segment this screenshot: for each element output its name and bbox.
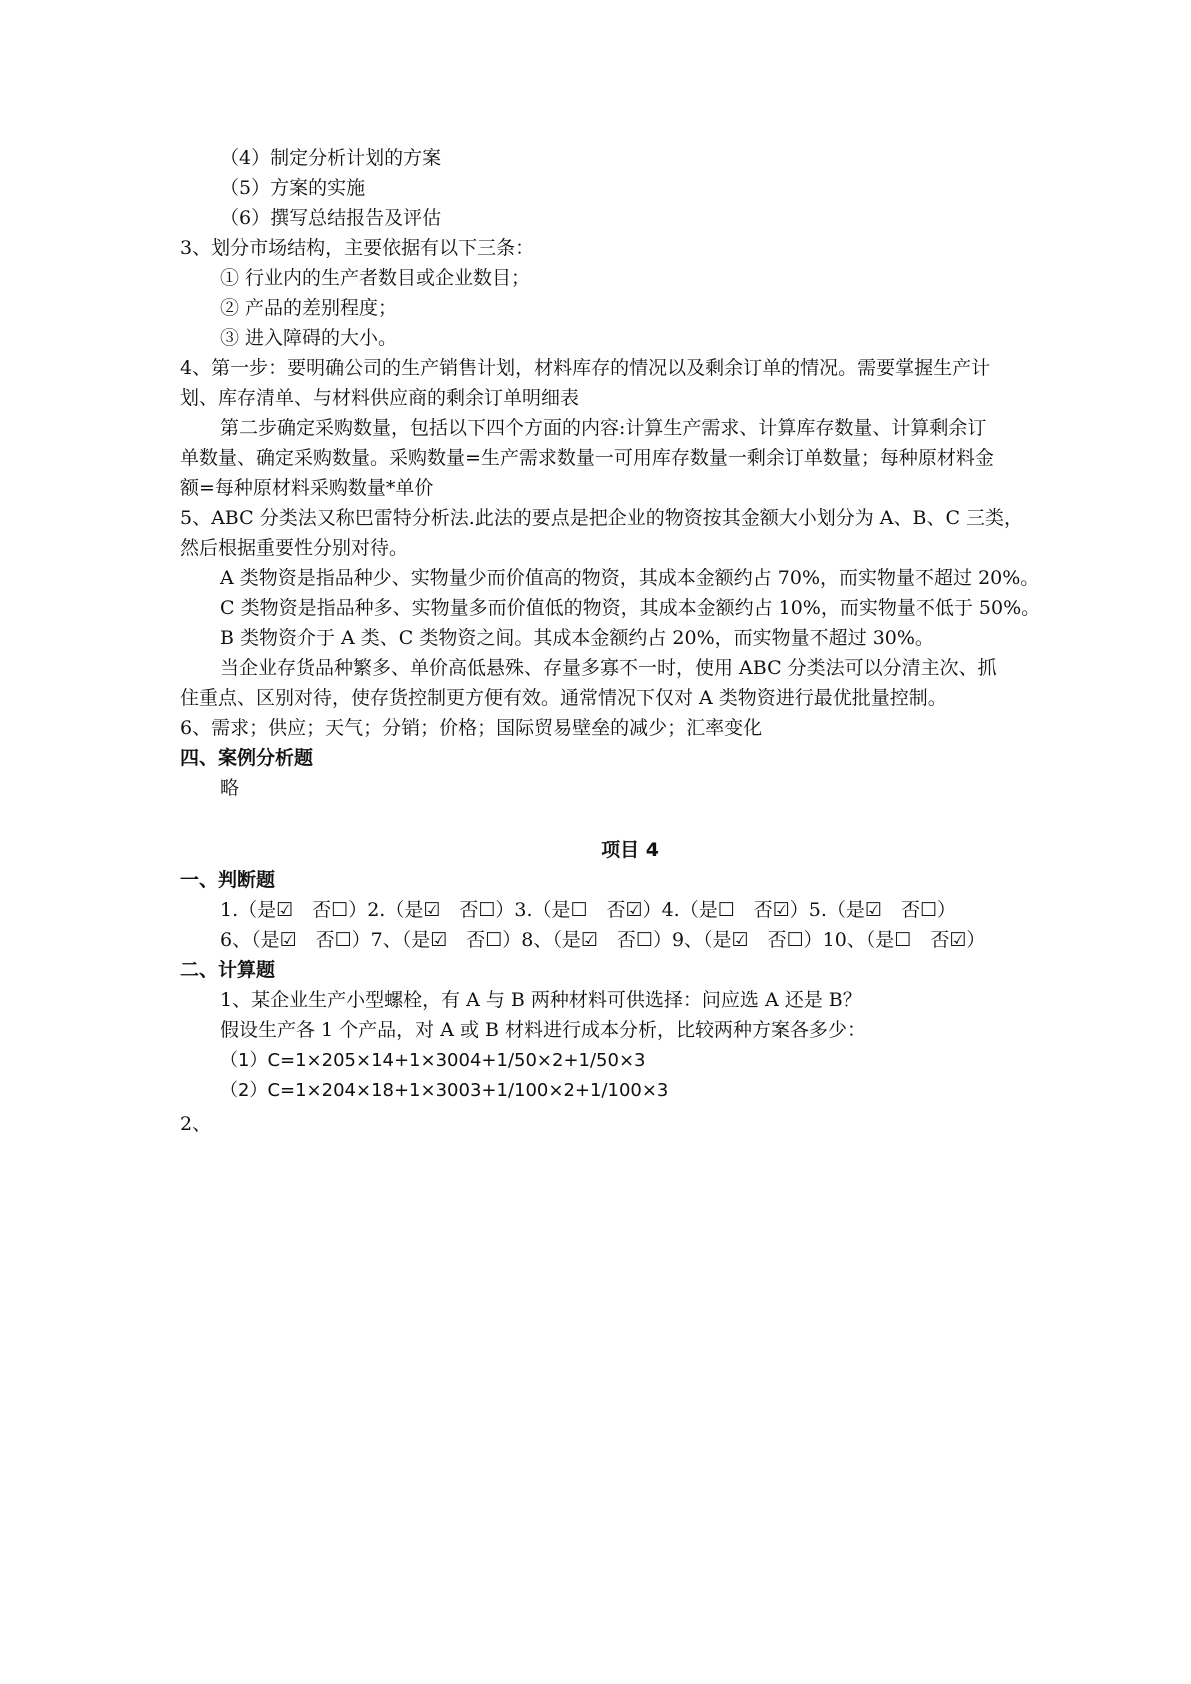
text-line: （6）撰写总结报告及评估	[220, 207, 442, 229]
text-line: 5、ABC 分类法又称巴雷特分析法.此法的要点是把企业的物资按其金额大小划分为 A、B、C 三类，	[180, 507, 1024, 529]
text-line: 住重点、区别对待，使存货控制更方便有效。通常情况下仅对 A 类物资进行最优批量控制。	[180, 687, 947, 709]
text-line: 划、库存清单、与材料供应商的剩余订单明细表	[180, 387, 580, 409]
section-heading: 四、案例分析题	[180, 747, 314, 769]
text-line: （4）制定分析计划的方案	[220, 147, 442, 169]
text-line: 假设生产各 1 个产品，对 A 或 B 材料进行成本分析，比较两种方案各多少：	[220, 1019, 867, 1041]
text-line: 单数量、确定采购数量。采购数量=生产需求数量一可用库存数量一剩余订单数量；每种原材料金	[180, 447, 994, 469]
text-line: 额=每种原材料采购数量*单价	[180, 477, 434, 499]
text-line: C 类物资是指品种多、实物量多而价值低的物资，其成本金额约占 10%，而实物量不低于 50%。	[220, 597, 1041, 619]
text-line: 2、	[180, 1113, 212, 1135]
text-line: B 类物资介于 A 类、C 类物资之间。其成本金额约占 20%，而实物量不超过 30%。	[220, 627, 934, 649]
text-line: A 类物资是指品种少、实物量少而价值高的物资，其成本金额约占 70%，而实物量不超过 20%。	[220, 567, 1040, 589]
list-item: ② 产品的差别程度；	[220, 297, 398, 319]
text-line: 第二步确定采购数量，包括以下四个方面的内容:计算生产需求、计算库存数量、计算剩余订	[220, 417, 987, 439]
text-line: 3、划分市场结构，主要依据有以下三条：	[180, 237, 535, 259]
formula-line: （2）C=1×204×18+1×3003+1/100×2+1/100×3	[220, 1080, 669, 1101]
text-line: 4、第一步：要明确公司的生产销售计划，材料库存的情况以及剩余订单的情况。需要掌握生产计	[180, 357, 991, 379]
list-item: ③ 进入障碍的大小。	[220, 327, 398, 349]
page-title: 项目 4	[601, 839, 659, 861]
text-line: 1、某企业生产小型螺栓，有 A 与 B 两种材料可供选择：问应选 A 还是 B？	[220, 989, 862, 1011]
text-line: 然后根据重要性分别对待。	[180, 537, 409, 559]
text-line: 6、需求；供应；天气；分销；价格；国际贸易壁垒的减少；汇率变化	[180, 717, 763, 739]
text-line: 当企业存货品种繁多、单价高低悬殊、存量多寡不一时，使用 ABC 分类法可以分清主次、抓	[220, 657, 997, 679]
section-heading: 一、判断题	[180, 869, 276, 891]
section-heading: 二、计算题	[180, 959, 276, 981]
answer-line: 6、（是☑ 否☐）7、（是☑ 否☐）8、（是☑ 否☐）9、（是☑ 否☐）10、（是☐ 否☑）	[220, 929, 986, 951]
list-item: ① 行业内的生产者数目或企业数目；	[220, 267, 531, 289]
answer-line: 1.（是☑ 否☐）2.（是☑ 否☐）3.（是☐ 否☑）4.（是☐ 否☑）5.（是☑ 否☐）	[220, 899, 956, 921]
text-line: （5）方案的实施	[220, 177, 366, 199]
text-line: 略	[220, 777, 240, 799]
formula-line: （1）C=1×205×14+1×3004+1/50×2+1/50×3	[220, 1050, 646, 1071]
